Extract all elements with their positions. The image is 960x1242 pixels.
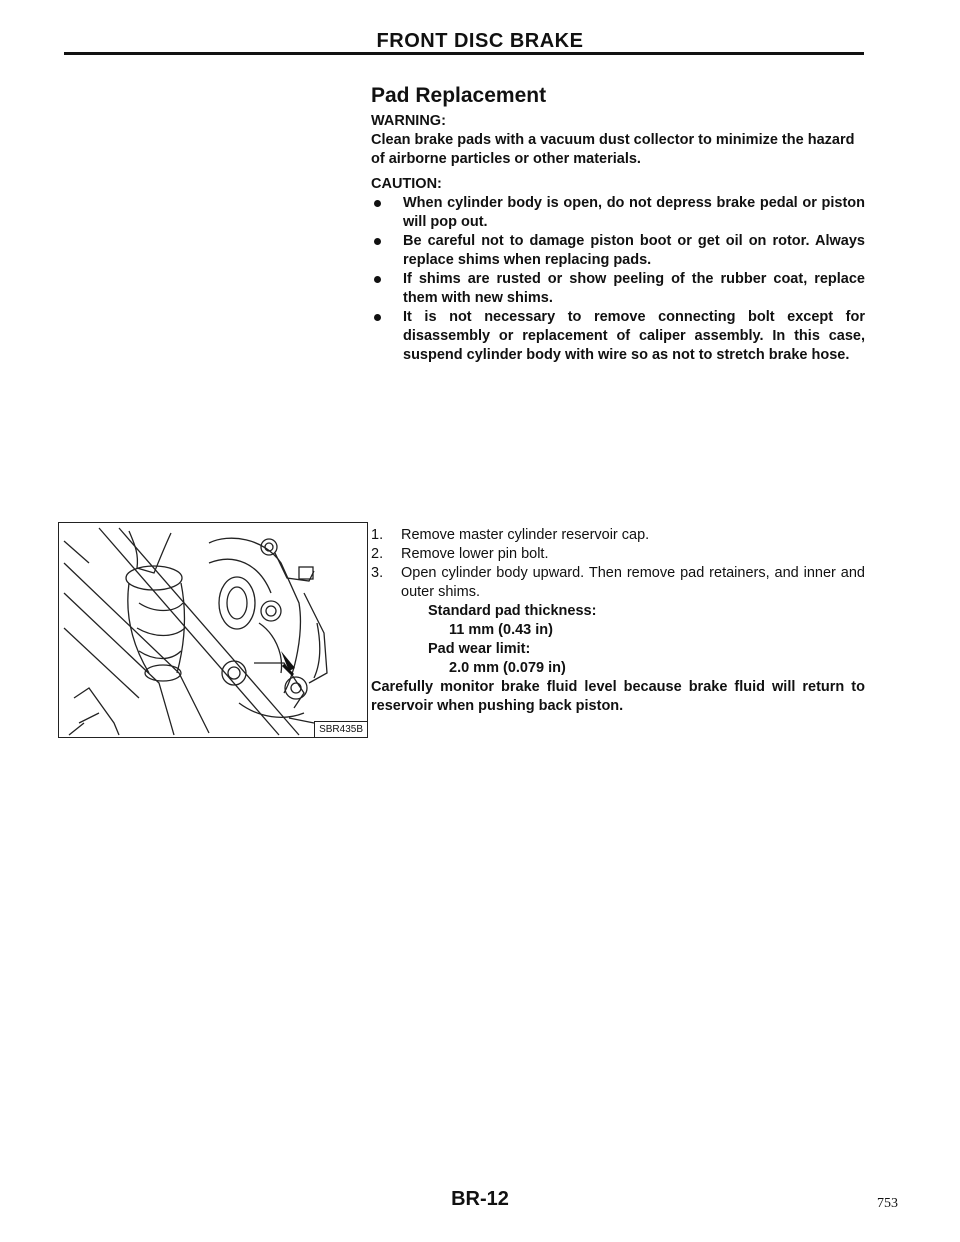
spec-pad-thickness-label: Standard pad thickness: (428, 603, 597, 619)
step-text: Open cylinder body upward. Then remove pad retainers, and inner and outer shims. (401, 565, 865, 600)
caution-label: CAUTION: (371, 176, 442, 192)
step-number: 3. (371, 565, 384, 581)
section-title: Pad Replacement (371, 84, 547, 107)
caution-item: When cylinder body is open, do not depress brake pedal or piston will pop out. (371, 194, 865, 232)
brake-caliper-illustration (58, 522, 368, 738)
page-number: 753 (877, 1196, 898, 1211)
header-rule (64, 52, 864, 55)
step-text: Remove master cylinder reservoir cap. (401, 527, 650, 543)
warning-caution-block (371, 112, 865, 365)
procedure-step (371, 564, 865, 602)
warning-text: Clean brake pads with a vacuum dust collector to minimize the hazard of airborne particles or other materials. (371, 132, 855, 167)
page-code: BR-12 (451, 1188, 509, 1210)
figure-id-label: SBR435B (314, 721, 367, 737)
step-number: 2. (371, 546, 384, 562)
step-text: Remove lower pin bolt. (401, 546, 549, 562)
spec-wear-limit-label: Pad wear limit: (428, 641, 531, 657)
procedure-step (371, 526, 865, 545)
procedure-steps (371, 526, 865, 716)
spec-pad-thickness-value: 11 mm (0.43 in) (449, 622, 553, 638)
brake-fluid-note: Carefully monitor brake fluid level because brake fluid will return to reservoir when pushing back piston. (371, 679, 865, 714)
spec-wear-limit-value: 2.0 mm (0.079 in) (449, 660, 566, 676)
page-header-title: FRONT DISC BRAKE (376, 30, 584, 52)
procedure-step (371, 545, 865, 564)
caliper-line-drawing (59, 523, 368, 738)
caution-item: If shims are rusted or show peeling of the rubber coat, replace them with new shims. (371, 270, 865, 308)
caution-item: It is not necessary to remove connecting bolt except for disassembly or replacement of caliper assembly. In this case, suspend cylinder body with wire so as not to stretch brake hose. (371, 308, 865, 365)
caution-list (371, 194, 865, 365)
warning-label: WARNING: (371, 113, 446, 129)
step-number: 1. (371, 527, 384, 543)
caution-item: Be careful not to damage piston boot or get oil on rotor. Always replace shims when replacing pads. (371, 232, 865, 270)
